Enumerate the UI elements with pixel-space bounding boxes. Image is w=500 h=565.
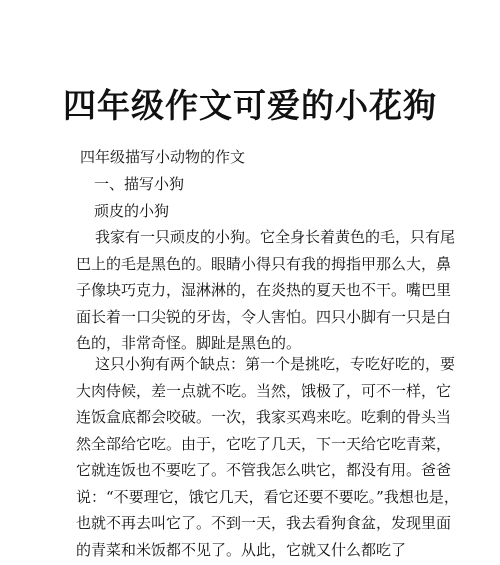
paragraph-2 xyxy=(76,351,459,563)
paragraph-line: 它就连饭也不要吃了。不管我怎么哄它，都没有用。爸爸 xyxy=(76,461,452,479)
paragraph-line: 大肉侍候，差一点就不吃。当然，饿极了，可不一样，它 xyxy=(76,381,452,400)
subtitle: 四年级描写小动物的作文 xyxy=(80,148,246,166)
section-heading: 一、描写小狗 xyxy=(94,175,185,193)
paragraph-line: 色的，非常奇怪。脚趾是黑色的。 xyxy=(76,334,302,352)
paragraph-line: 的青菜和米饭都不见了。从此，它就又什么都吃了 xyxy=(76,540,407,559)
paragraph-line: 然全部给它吃。由于，它吃了几天，下一天给它吃青菜， xyxy=(76,434,452,453)
paragraph-line: 面长着一口尖锐的牙齿，令人害怕。四只小脚有一只是白 xyxy=(76,307,452,326)
paragraph-line: 我家有一只顽皮的小狗。它全身长着黄色的毛，只有尾 xyxy=(95,228,456,246)
paragraph-1 xyxy=(76,224,456,357)
essay-title: 顽皮的小狗 xyxy=(94,202,170,220)
paragraph-line: 巴上的毛是黑色的。眼睛小得只有我的拇指甲那么大，鼻 xyxy=(76,254,452,273)
paragraph-line: 说：“不要理它，饿它几天，看它还要不要吃。”我想也是， xyxy=(76,487,459,506)
page-title: 四年级作文可爱的小花狗 xyxy=(63,86,437,125)
paragraph-line: 这只小狗有两个缺点：第一个是挑吃，专吃好吃的，要 xyxy=(95,355,456,373)
paragraph-line: 也就不再去叫它了。不到一天，我去看狗食盆，发现里面 xyxy=(76,514,452,532)
paragraph-line: 子像块巧克力，湿淋淋的，在炎热的夏天也不干。嘴巴里 xyxy=(76,281,452,299)
paragraph-line: 连饭盒底都会咬破。一次，我家买鸡来吃。吃剩的骨头当 xyxy=(76,408,452,426)
